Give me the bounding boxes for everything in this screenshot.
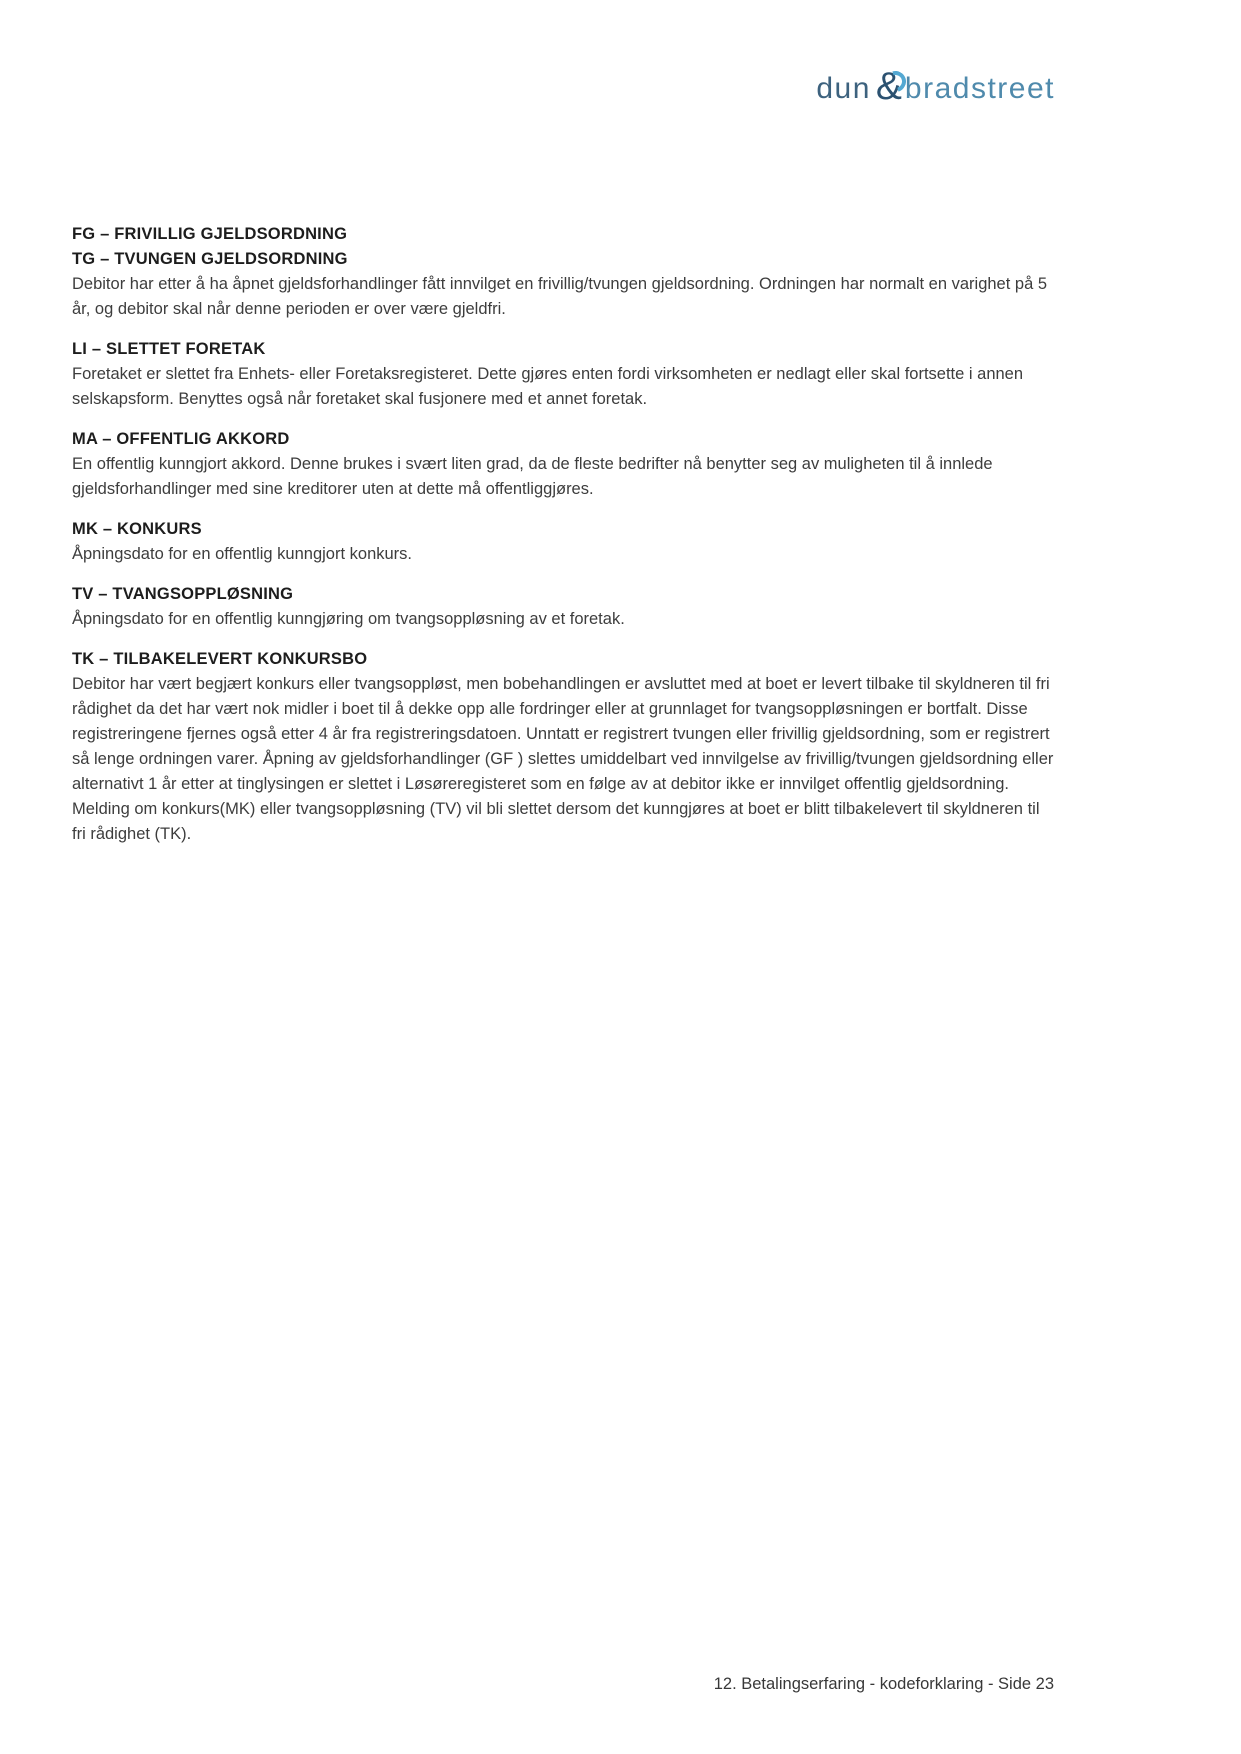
code-description-tv: Åpningsdato for en offentlig kunngjøring om tvangsoppløsning av et foretak. <box>72 610 625 628</box>
section-li <box>72 337 1054 412</box>
logo-word-dun: dun <box>816 72 871 105</box>
section-tk <box>72 647 1054 847</box>
section-ma <box>72 427 1054 502</box>
code-description-tk: Debitor har vært begjært konkurs eller tvangsoppløst, men bobehandlingen er avsluttet med at boet er levert tilbake til skyldneren til fri rådighet da det har vært nok midler i boet til å dekke opp alle fordringer eller at grunnlaget for tvangsoppløsningen er bortfalt. Disse registreringene fjernes også etter 4 år fra registreringsdatoen. Unntatt er registrert tvungen eller frivillig gjeldsordning, som er registrert så lenge ordningen varer. Åpning av gjeldsforhandlinger (GF ) slettes umiddelbart ved innvilgelse av frivillig/tvungen gjeldsordning eller alternativt 1 år etter at tinglysingen er slettet i Løsøreregisteret som en følge av at debitor ikke er innvilget offentlig gjeldsordning. Melding om konkurs(MK) eller tvangsoppløsning (TV) vil bli slettet dersom det kunngjøres at boet er blitt tilbakelevert til skyldneren til fri rådighet (TK). <box>72 675 1054 843</box>
code-description-fg-tg: Debitor har etter å ha åpnet gjeldsforhandlinger fått innvilget en frivillig/tvungen gjeldsordning. Ordningen har normalt en varighet på 5 år, og debitor skal når denne perioden er over være gjeldfri. <box>72 275 1048 318</box>
code-heading-ma: MA – OFFENTLIG AKKORD <box>72 430 290 448</box>
code-description-mk: Åpningsdato for en offentlig kunngjort konkurs. <box>72 545 412 563</box>
page-footer <box>72 1672 1054 1697</box>
logo-word-bradstreet: bradstreet <box>904 72 1055 105</box>
dun-bradstreet-logo <box>816 65 1055 108</box>
code-heading-tk: TK – TILBAKELEVERT KONKURSBO <box>72 650 368 668</box>
code-description-ma: En offentlig kunngjort akkord. Denne brukes i svært liten grad, da de fleste bedrifter nå benytter seg av muligheten til å innlede gjeldsforhandlinger med sine kreditorer uten at dette må offentliggjøres. <box>72 455 993 498</box>
code-heading-fg: FG – FRIVILLIG GJELDSORDNING <box>72 225 348 243</box>
logo-ampersand-icon: & <box>875 65 902 108</box>
footer-text: 12. Betalingserfaring - kodeforklaring - Side 23 <box>713 1675 1054 1693</box>
code-description-li: Foretaket er slettet fra Enhets- eller Foretaksregisteret. Dette gjøres enten fordi virksomheten er nedlagt eller skal fortsette i annen selskapsform. Benyttes også når foretaket skal fusjonere med et annet foretak. <box>72 365 1024 408</box>
code-heading-li: LI – SLETTET FORETAK <box>72 340 266 358</box>
section-tv <box>72 582 1054 632</box>
code-explanations <box>72 222 1054 862</box>
code-heading-mk: MK – KONKURS <box>72 520 202 538</box>
section-fg-tg <box>72 222 1054 322</box>
section-mk <box>72 517 1054 567</box>
code-heading-tg: TG – TVUNGEN GJELDSORDNING <box>72 250 348 268</box>
code-heading-tv: TV – TVANGSOPPLØSNING <box>72 585 294 603</box>
